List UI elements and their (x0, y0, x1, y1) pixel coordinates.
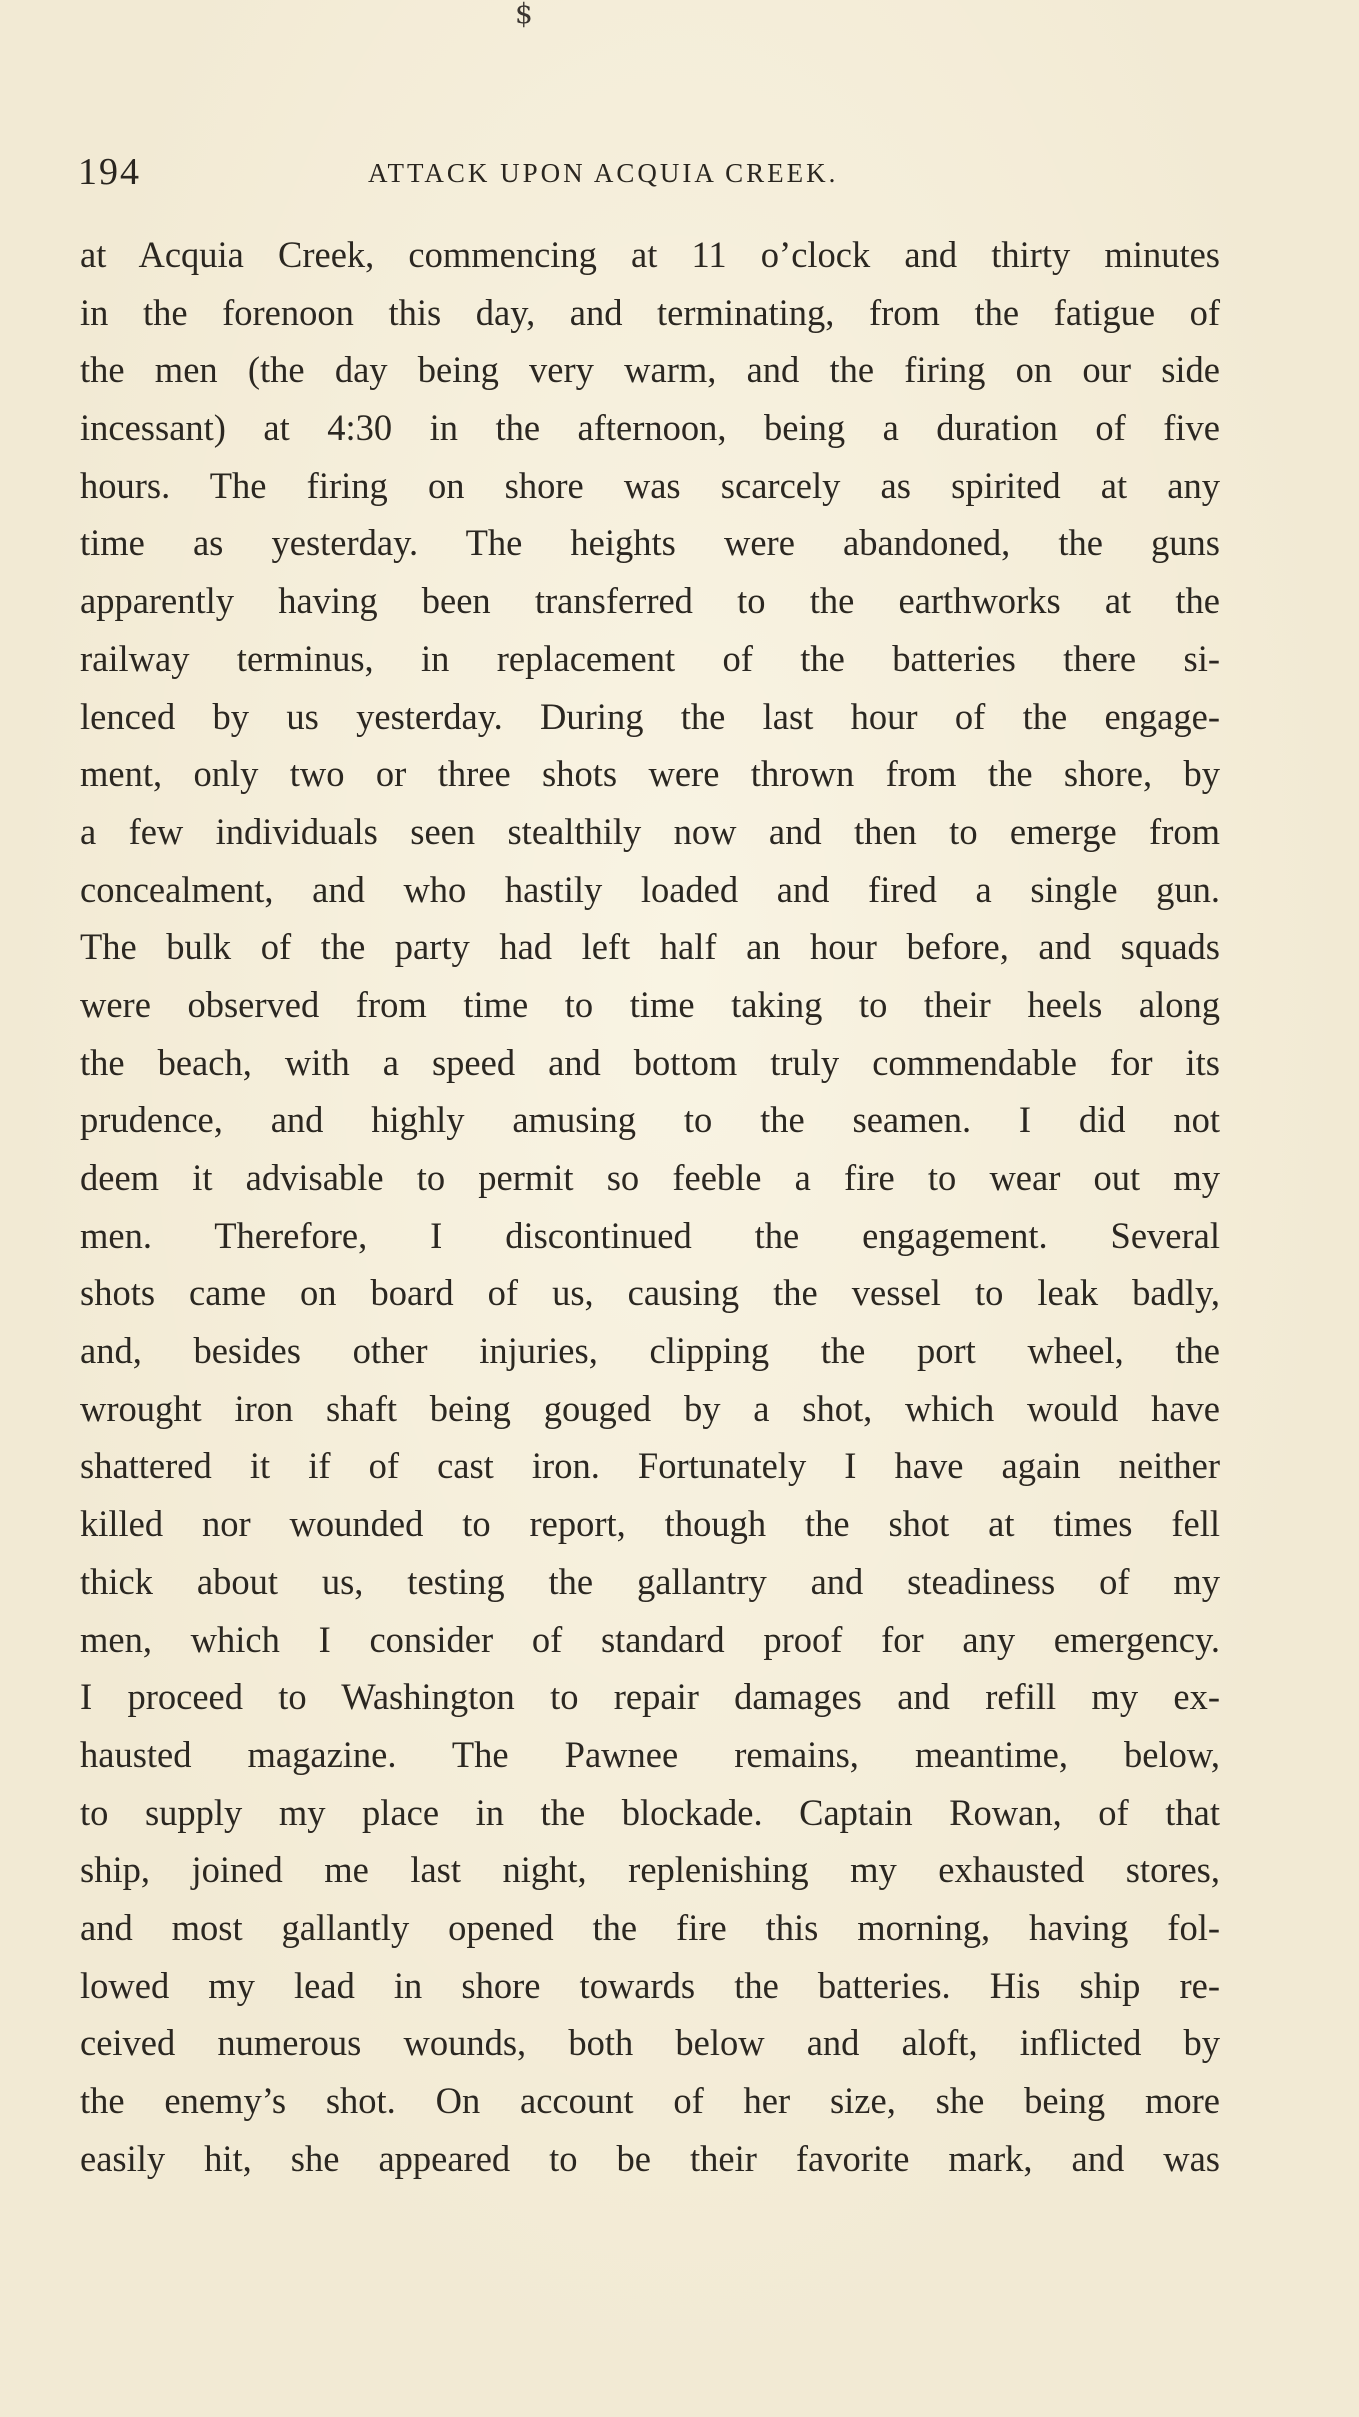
text-line: hours. The firing on shore was scarcely as spirited at any (80, 464, 1220, 506)
text-line: I proceed to Washington to repair damages and refill my ex- (80, 1676, 1220, 1718)
text-line: ceived numerous wounds, both below and aloft, inflicted by (80, 2022, 1220, 2064)
text-line: thick about us, testing the gallantry and steadiness of my (80, 1560, 1220, 1602)
text-line: concealment, and who hastily loaded and fired a single gun. (80, 868, 1220, 910)
text-line: lenced by us yesterday. During the last hour of the engage- (80, 695, 1220, 737)
body-text (80, 226, 1220, 2187)
text-line: and, besides other injuries, clipping the port wheel, the (80, 1330, 1220, 1372)
text-line: ment, only two or three shots were thrown from the shore, by (80, 753, 1220, 795)
text-line: and most gallantly opened the fire this morning, having fol- (80, 1906, 1220, 1948)
text-line: lowed my lead in shore towards the batteries. His ship re- (80, 1964, 1220, 2006)
text-line: shots came on board of us, causing the vessel to leak badly, (80, 1272, 1220, 1314)
text-line: the men (the day being very warm, and the firing on our side (80, 349, 1220, 391)
text-line: were observed from time to time taking to their heels along (80, 983, 1220, 1025)
text-line: men, which I consider of standard proof for any emergency. (80, 1618, 1220, 1660)
text-line: hausted magazine. The Pawnee remains, meantime, below, (80, 1733, 1220, 1775)
text-line: the enemy’s shot. On account of her size, she being more (80, 2080, 1220, 2121)
text-line: time as yesterday. The heights were abandoned, the guns (80, 522, 1220, 564)
top-ink-mark: $ (515, 0, 533, 30)
running-head: ATTACK UPON ACQUIA CREEK. (368, 158, 839, 188)
text-line: easily hit, she appeared to be their favorite mark, and was (80, 2137, 1220, 2179)
text-line: men. Therefore, I discontinued the engagement. Several (80, 1214, 1220, 1256)
page-header (78, 150, 1228, 200)
text-line: incessant) at 4:30 in the afternoon, being a duration of five (80, 407, 1220, 449)
text-line: railway terminus, in replacement of the batteries there si- (80, 637, 1220, 679)
text-line: the beach, with a speed and bottom truly commendable for its (80, 1041, 1220, 1083)
text-line: killed nor wounded to report, though the shot at times fell (80, 1503, 1220, 1545)
text-line: ship, joined me last night, replenishing my exhausted stores, (80, 1849, 1220, 1891)
text-line: The bulk of the party had left half an hour before, and squads (80, 926, 1220, 968)
text-line: to supply my place in the blockade. Captain Rowan, of that (80, 1791, 1220, 1833)
text-line: at Acquia Creek, commencing at 11 o’clock and thirty minutes (80, 234, 1220, 275)
text-line: apparently having been transferred to the earthworks at the (80, 580, 1220, 622)
text-line: shattered it if of cast iron. Fortunately I have again neither (80, 1445, 1220, 1487)
page-number: 194 (78, 151, 141, 193)
text-line: deem it advisable to permit so feeble a fire to wear out my (80, 1157, 1220, 1198)
text-line: a few individuals seen stealthily now and then to emerge from (80, 810, 1220, 852)
text-line: in the forenoon this day, and terminating, from the fatigue of (80, 291, 1220, 333)
text-line: wrought iron shaft being gouged by a shot, which would have (80, 1387, 1220, 1429)
text-line: prudence, and highly amusing to the seamen. I did not (80, 1099, 1220, 1141)
